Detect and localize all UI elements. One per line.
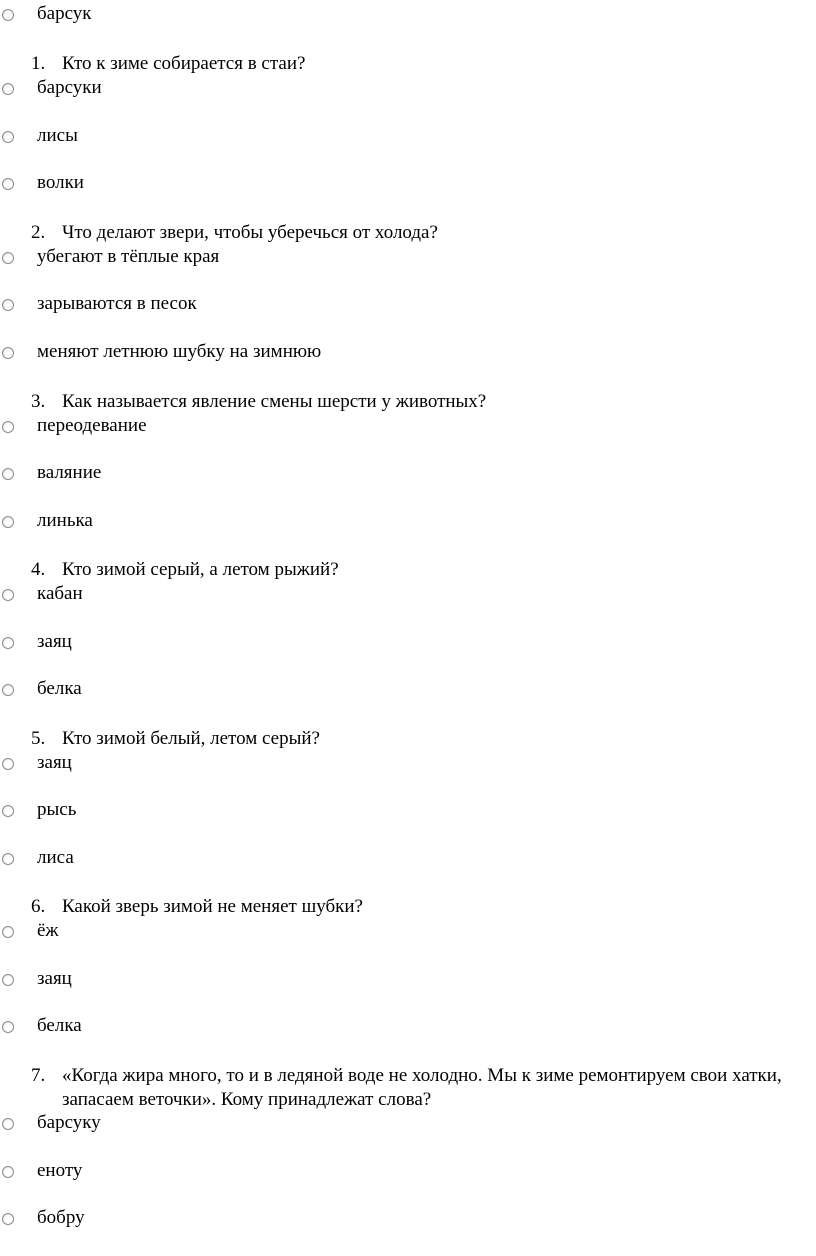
option-label: кабан xyxy=(37,583,83,604)
answer-option[interactable] xyxy=(0,919,816,943)
answer-option[interactable] xyxy=(0,1111,816,1135)
option-label: заяц xyxy=(37,631,72,652)
question-number: 1. xyxy=(31,53,46,74)
option-label: барсук xyxy=(37,3,92,24)
radio-button[interactable] xyxy=(2,1021,14,1033)
radio-button[interactable] xyxy=(2,131,14,143)
option-label: линька xyxy=(37,510,93,531)
answer-option[interactable] xyxy=(0,124,816,148)
question-number: 7. xyxy=(31,1065,46,1086)
option-label: заяц xyxy=(37,752,72,773)
answer-option[interactable] xyxy=(0,292,816,316)
question-text: Кто к зиме собирается в стаи? xyxy=(62,53,306,74)
radio-button[interactable] xyxy=(2,252,14,264)
answer-option[interactable] xyxy=(0,846,816,870)
option-label: лисы xyxy=(37,125,78,146)
option-label: переодевание xyxy=(37,415,147,436)
answer-option[interactable] xyxy=(0,751,816,775)
radio-button[interactable] xyxy=(2,926,14,938)
radio-button[interactable] xyxy=(2,347,14,359)
radio-button[interactable] xyxy=(2,853,14,865)
radio-button[interactable] xyxy=(2,684,14,696)
answer-option[interactable] xyxy=(0,171,816,195)
option-label: еноту xyxy=(37,1160,83,1181)
question-text: Что делают звери, чтобы уберечься от холода? xyxy=(62,222,438,243)
answer-option[interactable] xyxy=(0,509,816,533)
option-label: зарываются в песок xyxy=(37,293,197,314)
answer-option[interactable] xyxy=(0,1014,816,1038)
option-label: волки xyxy=(37,172,84,193)
answer-option[interactable] xyxy=(0,414,816,438)
question-text: «Когда жира много, то и в ледяной воде не холодно. Мы к зиме ремонтируем свои хатки, запасаем веточки». Кому принадлежат слова? xyxy=(62,1065,782,1110)
radio-button[interactable] xyxy=(2,805,14,817)
option-label: убегают в тёплые края xyxy=(37,246,220,267)
option-label: рысь xyxy=(37,799,77,820)
question-text: Кто зимой серый, а летом рыжий? xyxy=(62,559,339,580)
option-label: барсуку xyxy=(37,1112,101,1133)
answer-option[interactable] xyxy=(0,967,816,991)
option-label: лиса xyxy=(37,847,74,868)
answer-option[interactable] xyxy=(0,677,816,701)
option-label: меняют летнюю шубку на зимнюю xyxy=(37,341,322,362)
answer-option[interactable] xyxy=(0,798,816,822)
answer-option[interactable] xyxy=(0,76,816,100)
answer-option[interactable] xyxy=(0,1159,816,1183)
question-text: Как называется явление смены шерсти у животных? xyxy=(62,391,487,412)
option-label: барсуки xyxy=(37,77,102,98)
question-number: 2. xyxy=(31,222,46,243)
answer-option[interactable] xyxy=(0,582,816,606)
option-label: белка xyxy=(37,1015,82,1036)
radio-button[interactable] xyxy=(2,974,14,986)
option-label: белка xyxy=(37,678,82,699)
question-text: Какой зверь зимой не меняет шубки? xyxy=(62,896,363,917)
option-label: валяние xyxy=(37,462,102,483)
question-number: 5. xyxy=(31,728,46,749)
radio-button[interactable] xyxy=(2,178,14,190)
radio-button[interactable] xyxy=(2,83,14,95)
answer-option[interactable] xyxy=(0,1206,816,1230)
radio-button[interactable] xyxy=(2,589,14,601)
answer-option[interactable] xyxy=(0,245,816,269)
radio-button[interactable] xyxy=(2,421,14,433)
question-text: Кто зимой белый, летом серый? xyxy=(62,728,320,749)
radio-button[interactable] xyxy=(2,758,14,770)
option-label: бобру xyxy=(37,1207,85,1228)
radio-button[interactable] xyxy=(2,516,14,528)
answer-option[interactable] xyxy=(0,2,816,26)
question-number: 6. xyxy=(31,896,46,917)
answer-option[interactable] xyxy=(0,340,816,364)
question-number: 3. xyxy=(31,391,46,412)
answer-option[interactable] xyxy=(0,461,816,485)
question-number: 4. xyxy=(31,559,46,580)
radio-button[interactable] xyxy=(2,1166,14,1178)
answer-option[interactable] xyxy=(0,630,816,654)
option-label: ёж xyxy=(37,920,59,941)
radio-button[interactable] xyxy=(2,299,14,311)
radio-button[interactable] xyxy=(2,637,14,649)
radio-button[interactable] xyxy=(2,1213,14,1225)
radio-button[interactable] xyxy=(2,468,14,480)
option-label: заяц xyxy=(37,968,72,989)
radio-button[interactable] xyxy=(2,1118,14,1130)
radio-button[interactable] xyxy=(2,9,14,21)
